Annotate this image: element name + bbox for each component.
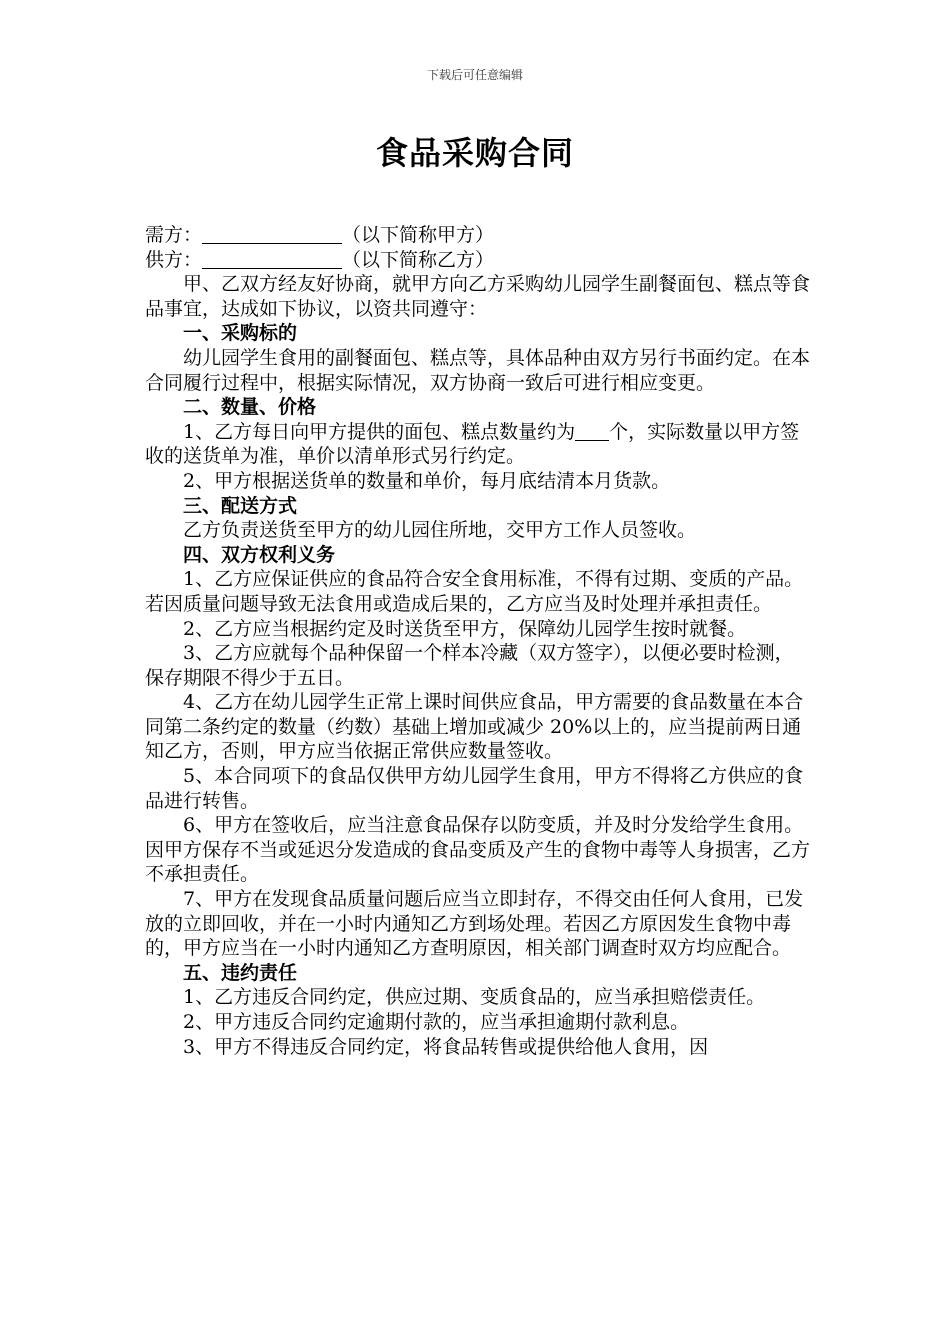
supplier-note: （以下简称乙方） [342,248,495,271]
section-1-heading: 一、采购标的 [183,322,298,345]
buyer-name-blank[interactable] [202,223,342,244]
section-4-item-7: 7、甲方在发现食品质量问题后应当立即封存，不得交由任何人食用，已发放的立即回收，并在一小时内通知乙方到场处理。若因乙方原因发生食物中毒的，甲方应当在一小时内通知乙方查明原因，相关部门调查时双方均应配合。 [145,888,804,960]
buyer-label: 需方： [145,224,203,246]
supplier-name-blank[interactable] [202,248,342,269]
supplier-line [145,248,810,273]
section-2-item-1 [145,420,810,469]
header-note: 下载后可任意编辑 [426,68,523,82]
section-4-item-6: 6、甲方在签收后，应当注意食品保存以防变质，并及时分发给学生食用。因甲方保存不当或延迟分发造成的食品变质及产生的食物中毒等人身损害，乙方不承担责任。 [145,814,811,886]
section-5-heading: 五、违约责任 [183,961,298,984]
section-4-item-4: 4、乙方在幼儿园学生正常上课时间供应食品，甲方需要的食品数量在本合同第二条约定的数量（约数）基础上增加或减少 20%以上的，应当提前两日通知乙方，否则，甲方应当依据正常供应数量签收。 [145,691,804,763]
supplier-label: 供方： [145,248,203,271]
section-5-item-2: 2、甲方违反合同约定逾期付款的，应当承担逾期付款利息。 [183,1011,690,1033]
intro-paragraph: 甲、乙双方经友好协商，就甲方向乙方采购幼儿园学生副餐面包、糕点等食品事宜，达成如下协议，以资共同遵守： [145,273,811,320]
section-4-item-3: 3、乙方应就每个品种保留一个样本冷藏（双方签字），以便必要时检测，保存期限不得少于五日。 [145,642,794,689]
section-4-item-5: 5、本合同项下的食品仅供甲方幼儿园学生食用，甲方不得将乙方供应的食品进行转售。 [145,765,804,812]
section-2-item-1-after: 个，实际数量以甲方签收的送货单为准，单价以清单形式另行约定。 [145,420,800,468]
quantity-blank[interactable] [575,420,609,441]
contract-body [145,223,810,1059]
section-1-paragraph: 幼儿园学生食用的副餐面包、糕点等，具体品种由双方另行书面约定。在本合同履行过程中，根据实际情况，双方协商一致后可进行相应变更。 [145,346,811,394]
section-4-item-1: 1、乙方应保证供应的食品符合安全食用标准，不得有过期、变质的产品。若因质量问题导致无法食用或造成后果的，乙方应当及时处理并承担责任。 [145,568,804,615]
document-title: 食品采购合同 [375,134,574,172]
buyer-note: （以下简称甲方） [342,224,495,246]
section-5-item-1: 1、乙方违反合同约定，供应过期、变质食品的，应当承担赔偿责任。 [183,986,766,1009]
section-4-heading: 四、双方权利义务 [183,543,336,566]
section-3-paragraph: 乙方负责送货至甲方的幼儿园住所地，交甲方工作人员签收。 [183,519,697,542]
buyer-line [145,223,810,248]
section-5-item-3: 3、甲方不得违反合同约定，将食品转售或提供给他人食用，因 [183,1035,709,1058]
section-4-item-2: 2、乙方应当根据约定及时送货至甲方，保障幼儿园学生按时就餐。 [183,617,747,640]
section-3-heading: 三、配送方式 [183,494,298,517]
section-2-item-1-before: 1、乙方每日向甲方提供的面包、糕点数量约为 [183,420,576,443]
section-2-heading: 二、数量、价格 [183,396,317,419]
section-2-item-2: 2、甲方根据送货单的数量和单价，每月底结清本月货款。 [183,469,671,492]
